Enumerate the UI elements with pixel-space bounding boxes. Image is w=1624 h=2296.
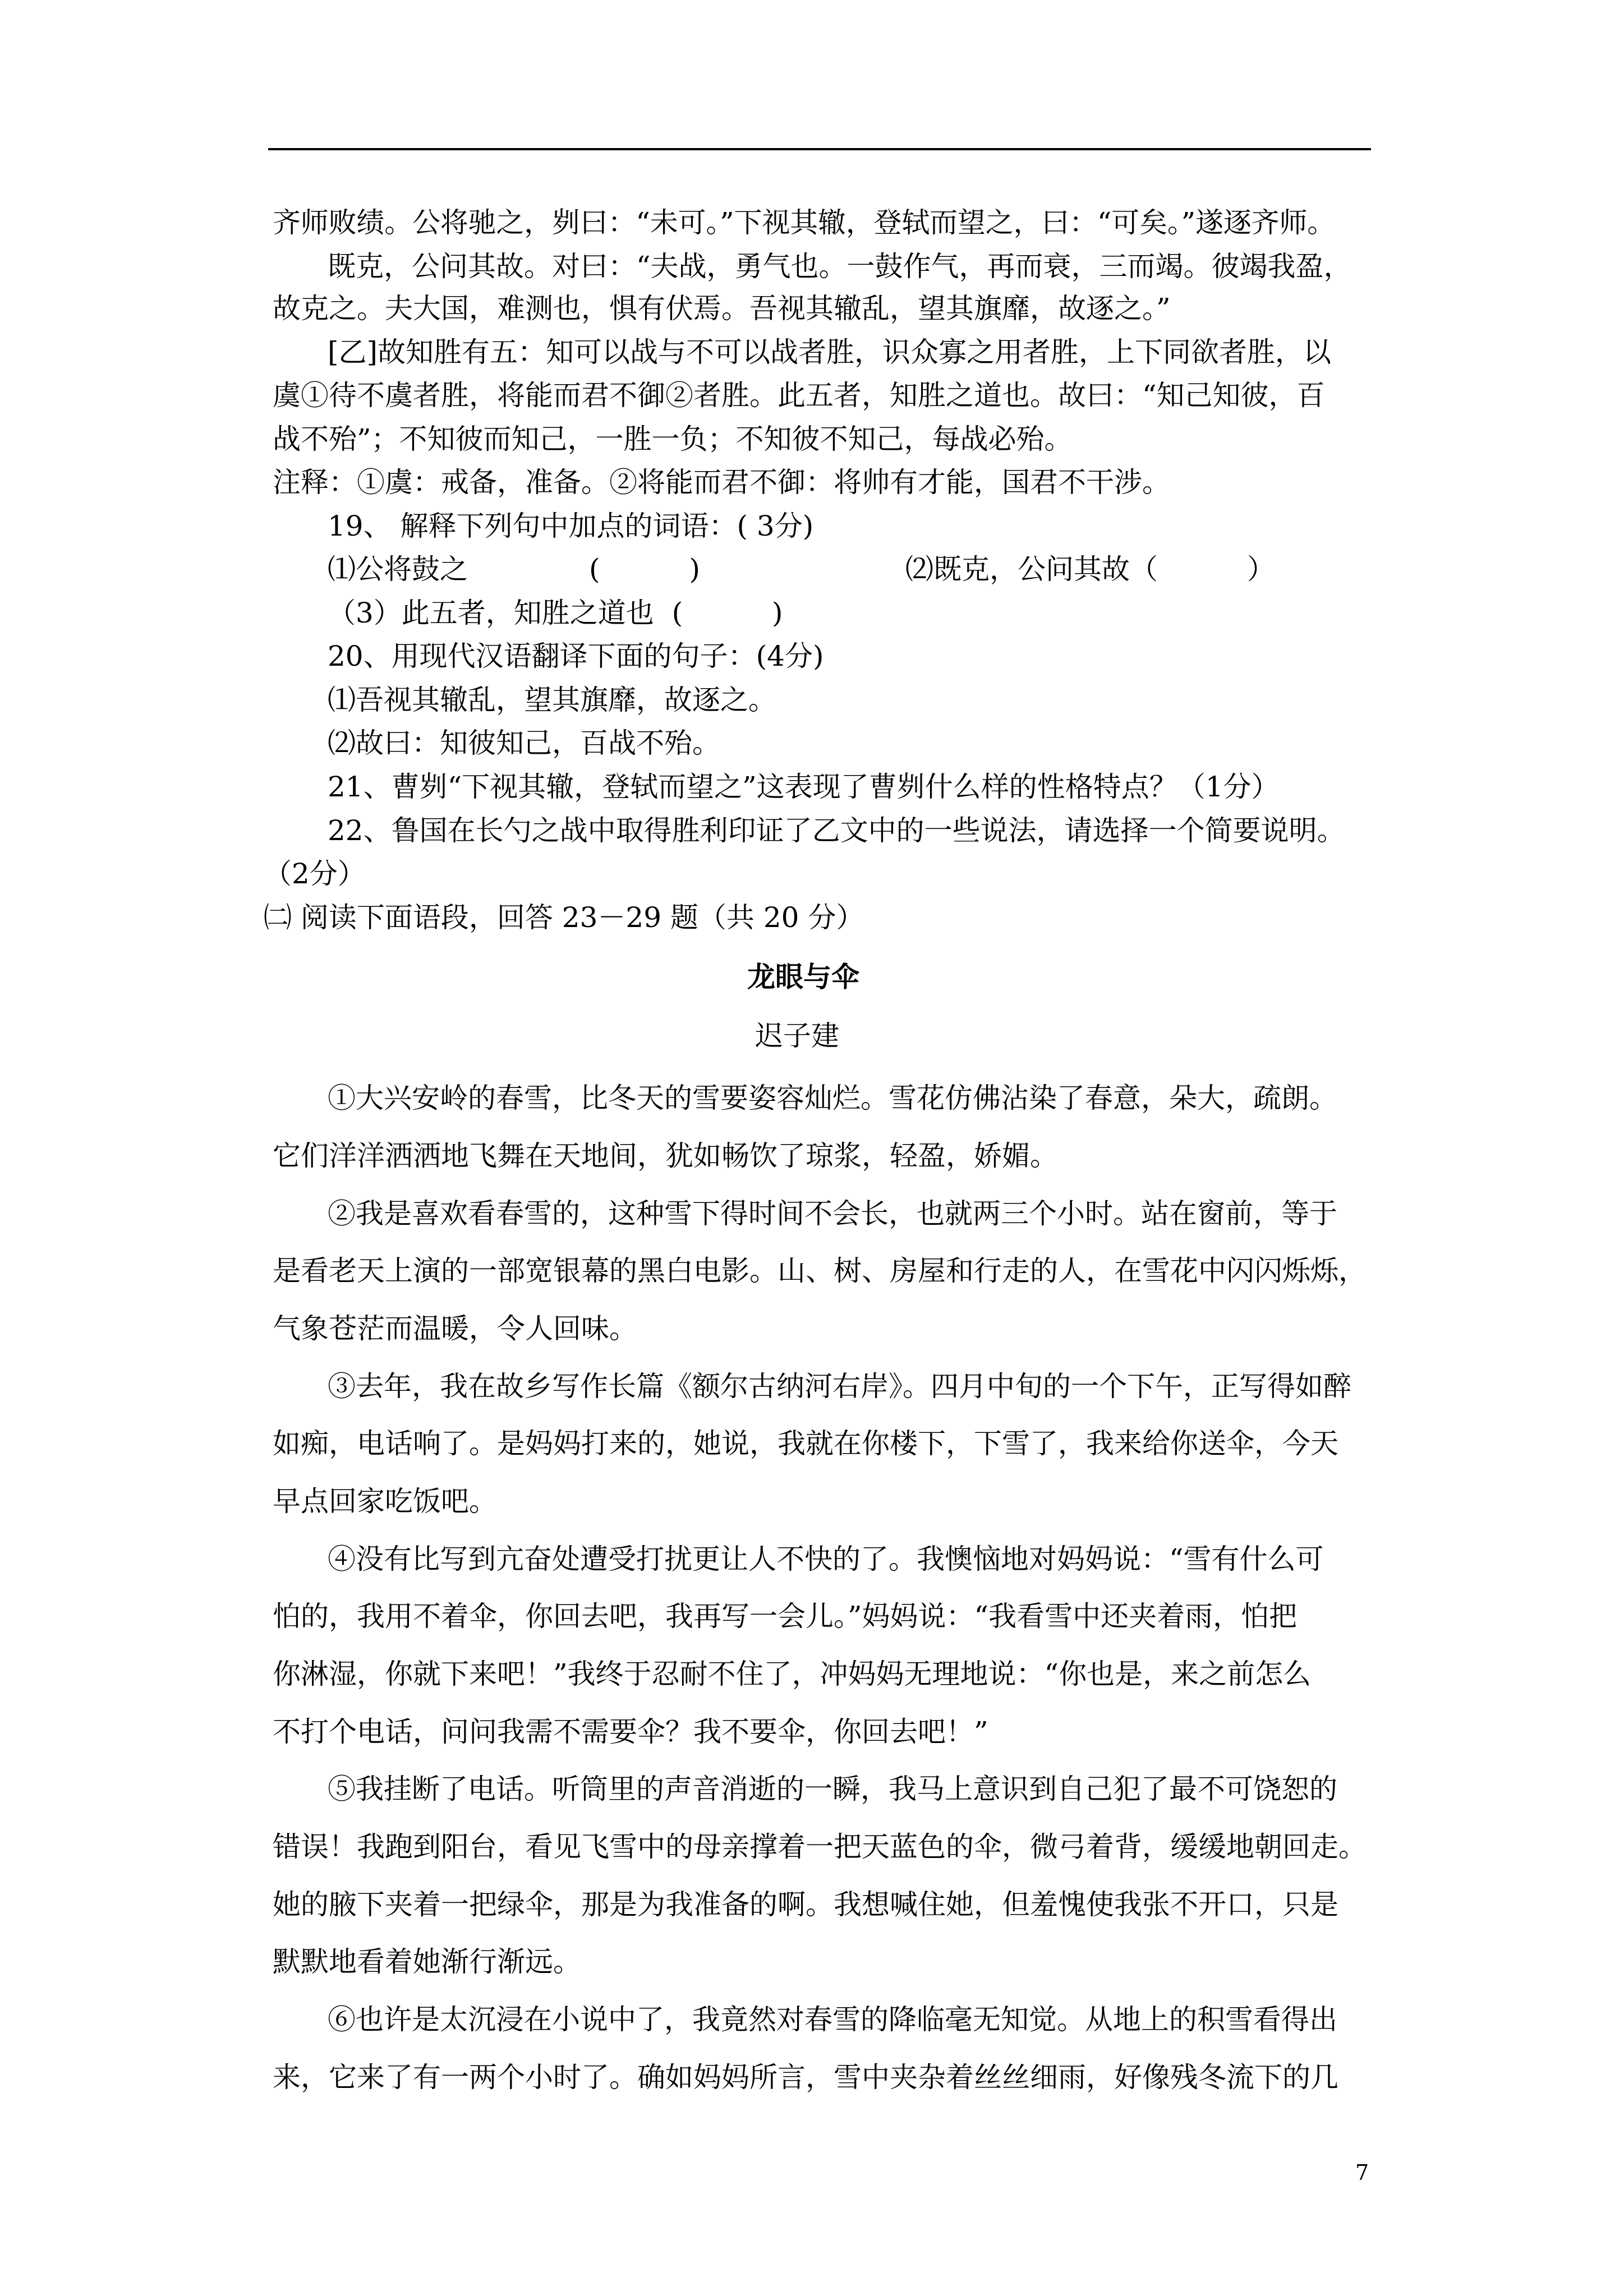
question-19-item-2: ⑵既克，公问其故（ ） xyxy=(905,553,1275,585)
section-2-heading: ㈡ 阅读下面语段，回答 23－29 题（共 20 分） xyxy=(264,901,864,934)
article-line: 你淋湿，你就下来吧！”我终于忍耐不住了，冲妈妈无理地说：“你也是，来之前怎么 xyxy=(273,1658,1312,1690)
article-line: 错误！我跑到阳台，看见飞雪中的母亲撑着一把天蓝色的伞，微弓着背，缓缓地朝回走。 xyxy=(273,1831,1367,1863)
question-22: 22、鲁国在长勺之战中取得胜利印证了乙文中的一些说法，请选择一个简要说明。 xyxy=(328,814,1345,847)
question-20-item-1: ⑴吾视其辙乱，望其旗靡，故逐之。 xyxy=(328,684,776,716)
article-line: 是看老天上演的一部宽银幕的黑白电影。山、树、房屋和行走的人，在雪花中闪闪烁烁， xyxy=(273,1255,1367,1287)
question-22-score: （2分） xyxy=(264,857,366,890)
question-20-item-2: ⑵故曰：知彼知己，百战不殆。 xyxy=(328,727,720,759)
passage-line: [乙]故知胜有五：知可以战与不可以战者胜，识众寡之用者胜，上下同欲者胜，以 xyxy=(328,336,1332,368)
question-19-item-1: ⑴公将鼓之 xyxy=(328,553,468,585)
annotation-note: 注释：①虞：戒备，准备。②将能而君不御：将帅有才能，国君不干涉。 xyxy=(273,466,1170,499)
article-line: 它们洋洋洒洒地飞舞在天地间，犹如畅饮了琼浆，轻盈，娇媚。 xyxy=(273,1140,1058,1172)
article-line: 如痴，电话响了。是妈妈打来的，她说，我就在你楼下，下雪了，我来给你送伞，今天 xyxy=(273,1427,1338,1460)
article-line: 气象苍茫而温暖，令人回味。 xyxy=(273,1312,637,1345)
article-line: 默默地看着她渐行渐远。 xyxy=(273,1945,581,1978)
article-line: ①大兴安岭的春雪，比冬天的雪要姿容灿烂。雪花仿佛沾染了春意，朵大，疏朗。 xyxy=(328,1082,1337,1114)
passage-line: 虞①待不虞者胜，将能而君不御②者胜。此五者，知胜之道也。故曰：“知己知彼，百 xyxy=(273,379,1325,412)
passage-line: 既克，公问其故。对曰：“夫战，勇气也。一鼓作气，再而衰，三而竭。彼竭我盈， xyxy=(328,250,1352,283)
passage-line: 战不殆”；不知彼而知己，一胜一负；不知彼不知己，每战必殆。 xyxy=(273,423,1073,455)
article-line: 怕的，我用不着伞，你回去吧，我再写一会儿。”妈妈说：“我看雪中还夹着雨，怕把 xyxy=(273,1600,1298,1633)
article-title: 龙眼与伞 xyxy=(747,961,859,993)
answer-blank: ( ) xyxy=(589,553,700,585)
article-line: ②我是喜欢看春雪的，这种雪下得时间不会长，也就两三个小时。站在窗前，等于 xyxy=(328,1197,1337,1230)
question-19-item-3: （3）此五者，知胜之道也 ( ) xyxy=(328,597,783,629)
page-number: 7 xyxy=(1355,2160,1369,2185)
article-line: 来，它来了有一两个小时了。确如妈妈所言，雪中夹杂着丝丝细雨，好像残冬流下的几 xyxy=(273,2061,1338,2094)
article-line: 她的腋下夹着一把绿伞，那是为我准备的啊。我想喊住她，但羞愧使我张不开口，只是 xyxy=(273,1888,1338,1921)
article-author: 迟子建 xyxy=(755,1020,839,1052)
article-line: ⑥也许是太沉浸在小说中了，我竟然对春雪的降临毫无知觉。从地上的积雪看得出 xyxy=(328,2003,1337,2036)
header-rule xyxy=(268,148,1371,150)
question-21: 21、曹刿“下视其辙，登轼而望之”这表现了曹刿什么样的性格特点？（1分） xyxy=(328,771,1280,803)
article-line: 不打个电话，问问我需不需要伞？我不要伞，你回去吧！” xyxy=(273,1716,988,1748)
passage-line: 故克之。夫大国，难测也，惧有伏焉。吾视其辙乱，望其旗靡，故逐之。” xyxy=(273,292,1171,325)
article-line: 早点回家吃饭吧。 xyxy=(273,1485,497,1518)
question-19: 19、 解释下列句中加点的词语：( 3分) xyxy=(328,510,814,542)
article-line: ③去年，我在故乡写作长篇《额尔古纳河右岸》。四月中旬的一个下午，正写得如醉 xyxy=(328,1370,1351,1403)
article-line: ⑤我挂断了电话。听筒里的声音消逝的一瞬，我马上意识到自己犯了最不可饶恕的 xyxy=(328,1773,1337,1805)
article-line: ④没有比写到亢奋处遭受打扰更让人不快的了。我懊恼地对妈妈说：“雪有什么可 xyxy=(328,1543,1324,1575)
passage-line: 齐师败绩。公将驰之，刿曰：“未可。”下视其辙，登轼而望之，曰：“可矣。”遂逐齐师。 xyxy=(273,206,1336,239)
question-20: 20、用现代汉语翻译下面的句子：(4分) xyxy=(328,640,824,672)
